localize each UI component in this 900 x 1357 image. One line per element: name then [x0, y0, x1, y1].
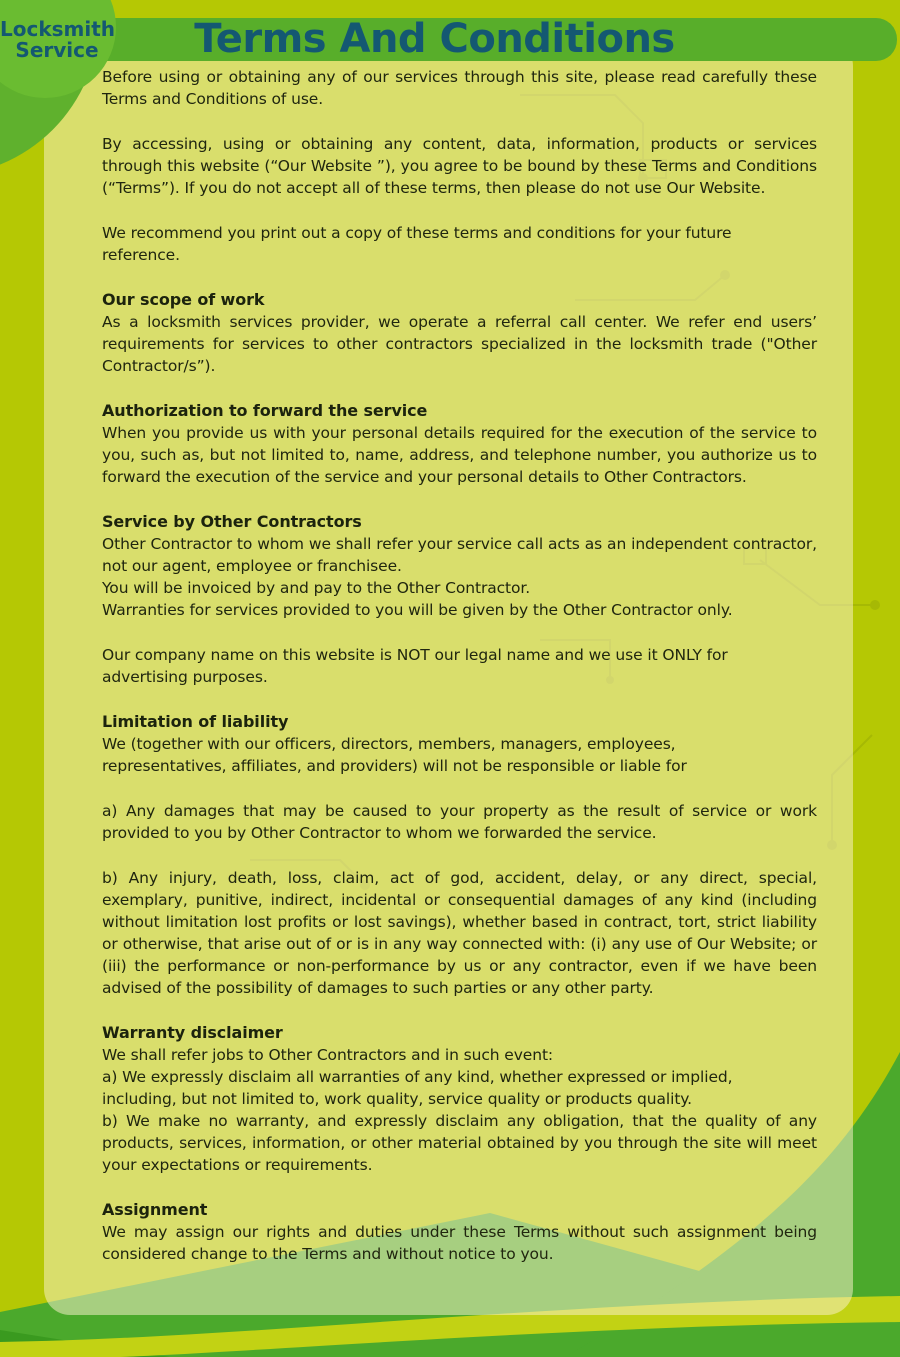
paragraph: We may assign our rights and duties under these Terms without such assignment being considered change to the Terms and without notice to you.: [102, 1223, 817, 1263]
section-heading: Assignment: [102, 1200, 208, 1219]
paragraph: Our company name on this website is NOT our legal name and we use it ONLY for advertising purposes.: [102, 646, 728, 686]
section-heading: Warranty disclaimer: [102, 1023, 283, 1042]
terms-section: [102, 1199, 817, 1265]
terms-section: [102, 711, 817, 999]
terms-content: [44, 40, 853, 1265]
logo-line1: Locksmith: [0, 17, 116, 41]
section-heading: Service by Other Contractors: [102, 512, 362, 531]
paragraph: By accessing, using or obtaining any content, data, information, products or services through this website (“Our Website ”), you agree to be bound by these Terms and Conditions (“Terms”). If you do not accept all of these terms, then please do not use Our Website.: [102, 135, 817, 197]
section-heading: Our scope of work: [102, 290, 265, 309]
logo-line2: Service: [15, 38, 99, 62]
paragraph: a) Any damages that may be caused to your property as the result of service or work provided to you by Other Contractor to whom we forwarded the service.: [102, 802, 817, 842]
terms-section: [102, 511, 817, 688]
paragraph: We recommend you print out a copy of these terms and conditions for your future reference.: [102, 224, 732, 264]
paragraph: When you provide us with your personal details required for the execution of the service to you, such as, but not limited to, name, address, and telephone number, you authorize us to forward the execution of the service and your personal details to Other Contractors.: [102, 424, 817, 486]
terms-section: [102, 66, 817, 266]
section-heading: Authorization to forward the service: [102, 401, 428, 420]
paragraph: We (together with our officers, directors, members, managers, employees, representatives, affiliates, and providers) will not be responsible or liable for: [102, 735, 687, 775]
page-title: Terms And Conditions: [194, 16, 675, 62]
terms-section: [102, 400, 817, 488]
terms-section: [102, 1022, 817, 1176]
section-heading: Limitation of liability: [102, 712, 289, 731]
content-panel: [44, 40, 853, 1315]
paragraph: As a locksmith services provider, we operate a referral call center. We refer end users’ requirements for services to other contractors specialized in the locksmith trade ("Other Contractor/s”).: [102, 313, 817, 375]
paragraph: Before using or obtaining any of our services through this site, please read carefully these Terms and Conditions of use.: [102, 68, 817, 108]
terms-section: [102, 289, 817, 377]
paragraph: b) Any injury, death, loss, claim, act of god, accident, delay, or any direct, special, exemplary, punitive, indirect, incidental or consequential damages of any kind (including without limitation lost profits or lost savings), whether based in contract, tort, strict liability or otherwise, that arise out of or is in any way connected with: (i) any use of Our Website; or (iii) the performance or non-performance by us or any contractor, even if we have been advised of the possibility of damages to such parties or any other party.: [102, 869, 817, 997]
paragraph: Other Contractor to whom we shall refer your service call acts as an independent contractor, not our agent, employee or franchisee. You will be invoiced by and pay to the Other Contractor. Warranties for services provided to you will be given by the Other Contractor only.: [102, 535, 817, 619]
logo-text: [0, 19, 114, 61]
header-band: [0, 18, 897, 61]
paragraph: We shall refer jobs to Other Contractors and in such event: a) We expressly disclaim all warranties of any kind, whether expressed or implied, including, but not limited to, work quality, service quality or products quality. b) We make no warranty, and expressly disclaim any obligation, that the quality of any products, services, information, or other material obtained by you through the site will meet your expectations or requirements.: [102, 1046, 817, 1174]
